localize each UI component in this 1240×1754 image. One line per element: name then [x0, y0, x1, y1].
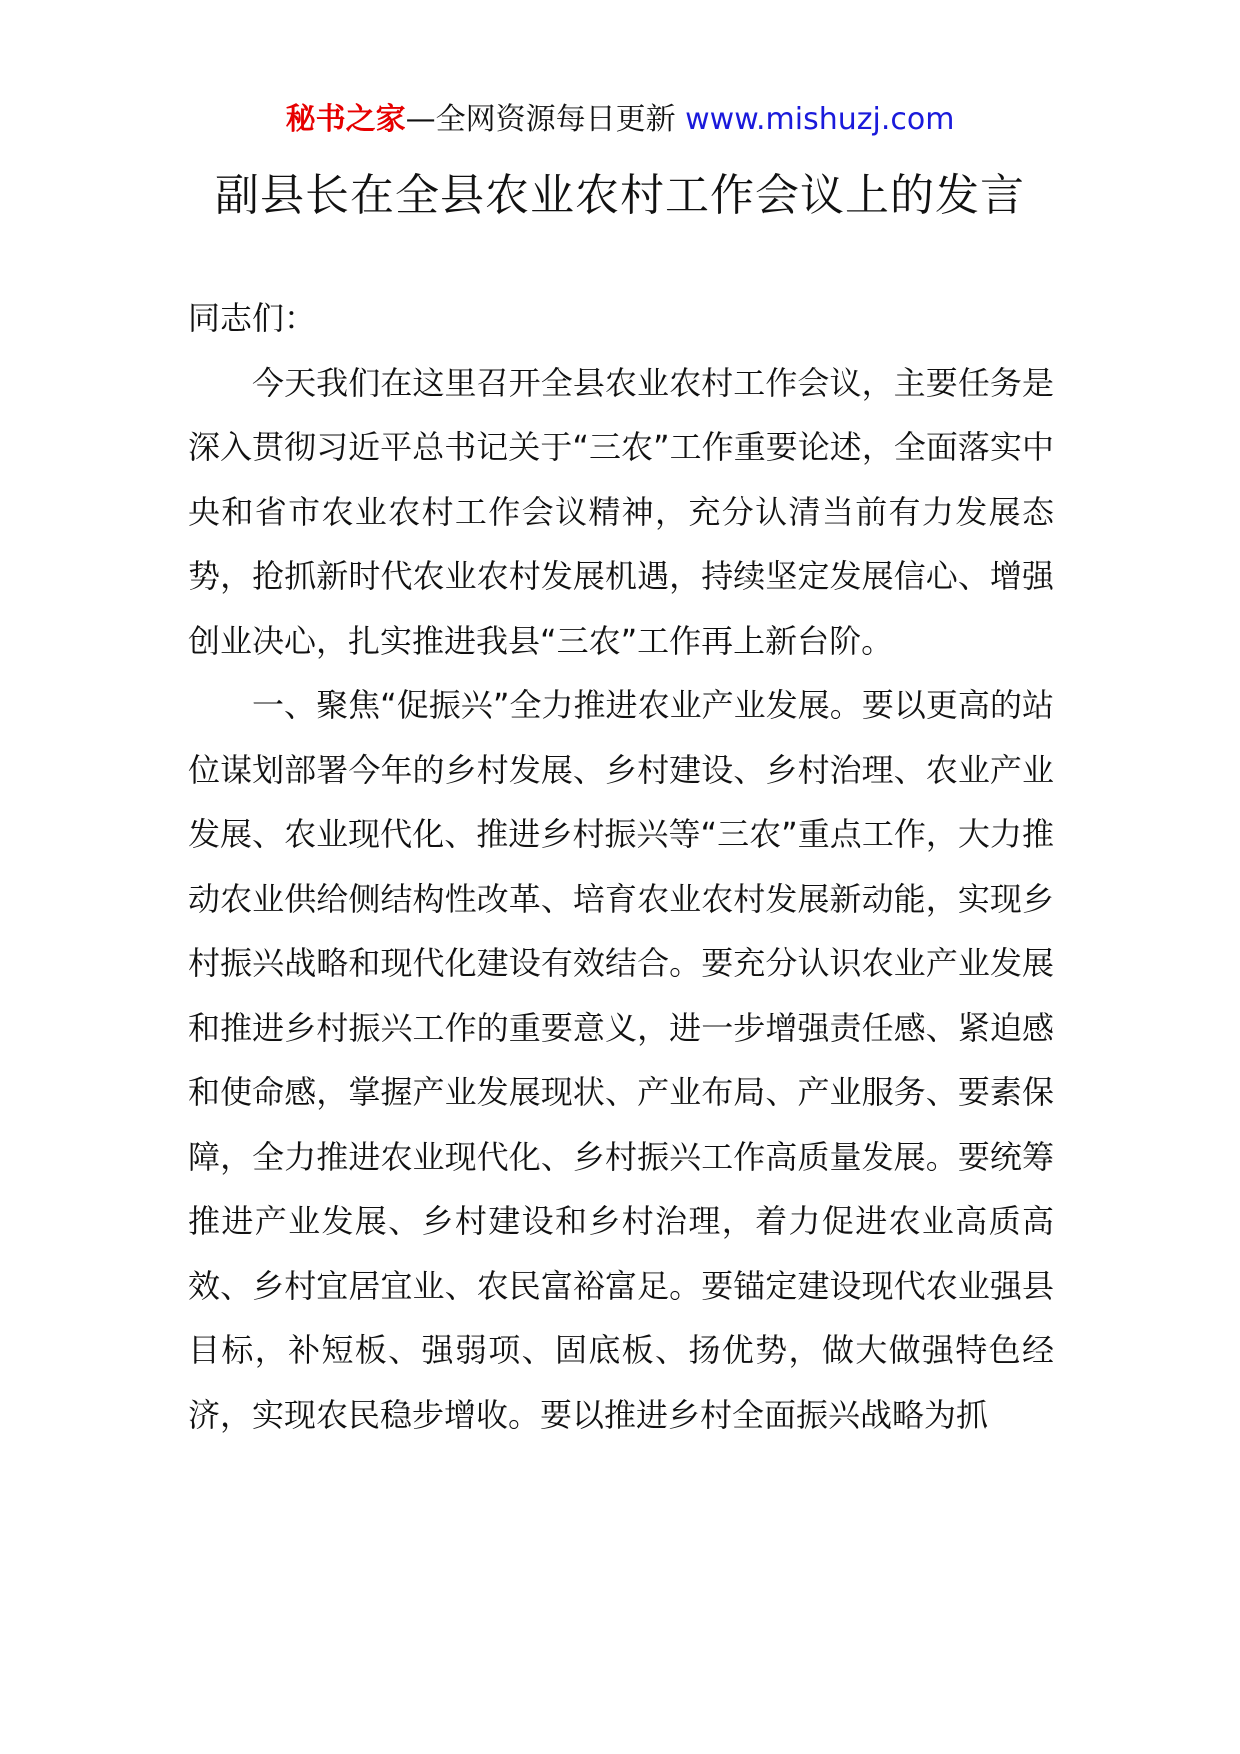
paragraph-intro: 今天我们在这里召开全县农业农村工作会议，主要任务是深入贯彻习近平总书记关于“三农”工作重要论述，全面落实中央和省市农业农村工作会议精神，充分认清当前有力发展态势，抢抓新时代农业农村发展机遇，持续坚定发展信心、增强创业决心，扎实推进我县“三农”工作再上新台阶。: [188, 363, 1054, 660]
header-tagline: —全网资源每日更新: [405, 102, 686, 137]
site-url-link[interactable]: www.mishuzj.com: [685, 102, 955, 137]
paragraph-section-one: 一、聚焦“促振兴”全力推进农业产业发展。要以更高的站位谋划部署今年的乡村发展、乡村建设、乡村治理、农业产业发展、农业现代化、推进乡村振兴等“三农”重点工作，大力推动农业供给侧结构性改革、培育农业农村发展新动能，实现乡村振兴战略和现代化建设有效结合。要充分认识农业产业发展和推进乡村振兴工作的重要意义，进一步增强责任感、紧迫感和使命感，掌握产业发展现状、产业布局、产业服务、要素保障，全力推进农业现代化、乡村振兴工作高质量发展。要统筹推进产业发展、乡村建设和乡村治理，着力促进农业高质高效、乡村宜居宜业、农民富裕富足。要锚定建设现代农业强县目标，补短板、强弱项、固底板、扬优势，做大做强特色经济，实现农民稳步增收。要以推进乡村全面振兴战略为抓: [188, 686, 1054, 1434]
salutation: 同志们：: [188, 299, 317, 337]
brand-name: 秘书之家: [285, 102, 406, 137]
document-body: [188, 286, 1054, 1447]
document-title: 副县长在全县农业农村工作会议上的发言: [215, 170, 1025, 221]
site-header: [0, 98, 1240, 142]
